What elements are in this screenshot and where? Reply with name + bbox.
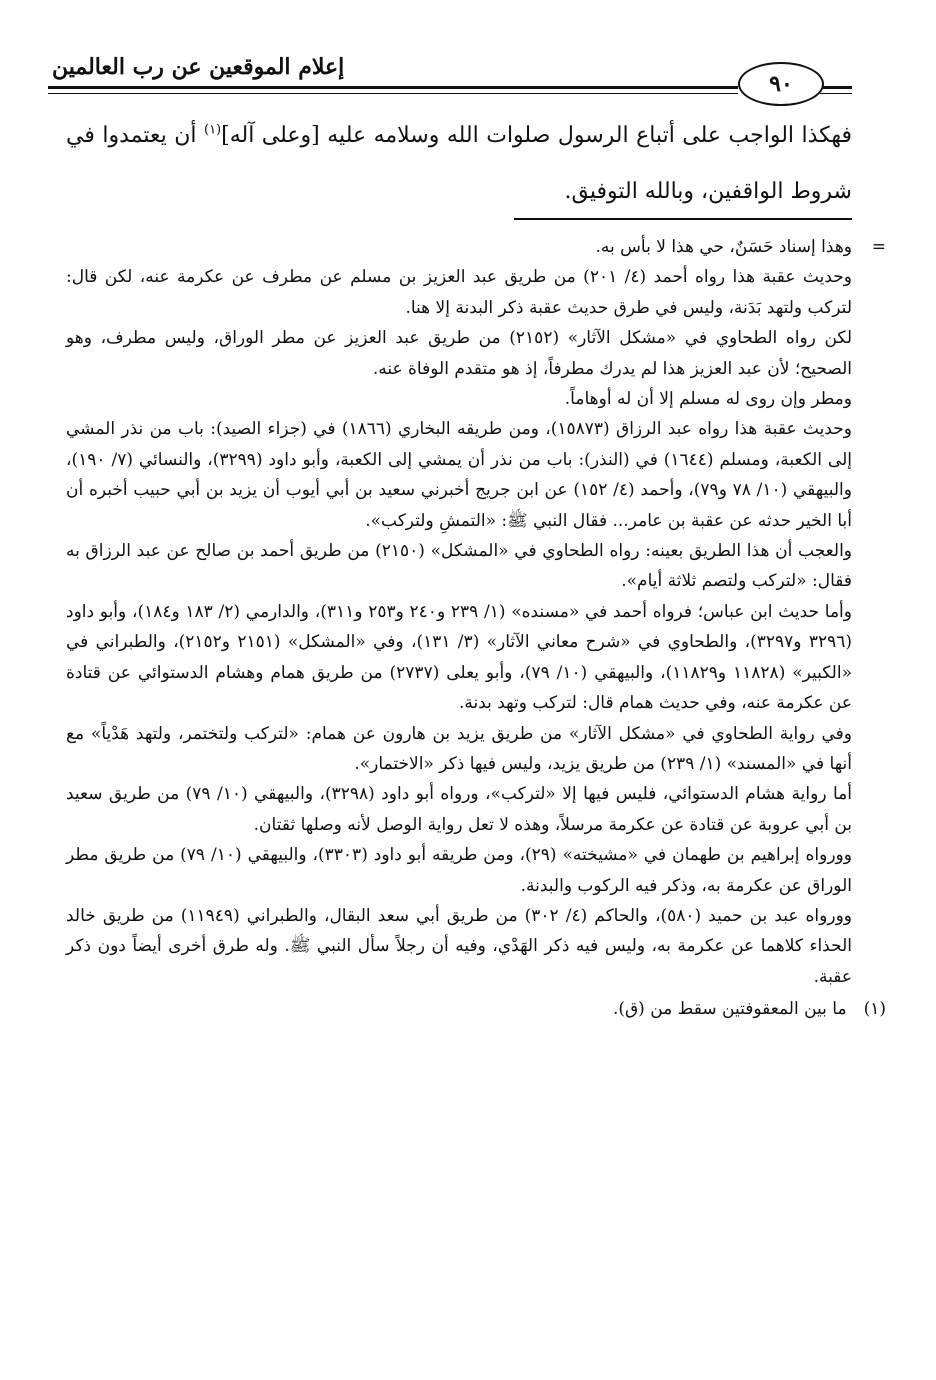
book-title: إعلام الموقعين عن رب العالمين (52, 54, 345, 80)
footnote-paragraph: وورواه عبد بن حميد (٥٨٠)، والحاكم (٤/ ٣٠٢) من طريق أبي سعد البقال، والطبراني (١١٩٤٩) من طريق خالد الحذاء كلاهما عن عكرمة به، وليس فيه ذكر الهَدْي، وفيه أن رجلاً سأل النبي ﷺ. وله طرق أخرى أيضاً دون ذكر عقبة. (66, 905, 852, 987)
footnote-1-text: ما بين المعقوفتين سقط من (ق). (612, 999, 847, 1020)
footnote-paragraph: وحديث عقبة هذا رواه أحمد (٤/ ٢٠١) من طريق عبد العزيز بن مسلم عن مطرف عن عكرمة عنه، لكن قال: لتركب ولتهد بَدَنة، وليس في طرق حديث عقبة ذكر البدنة إلا هنا. (66, 267, 852, 318)
footnote-paragraph: لكن رواه الطحاوي في «مشكل الآثار» (٢١٥٢) من طريق عبد العزيز عن مطر الوراق، وليس مطرف، وهو الصحيح؛ لأن عبد العزيز هذا لم يدرك مطرفاً، إذ هو متقدم الوفاة عنه. (66, 328, 853, 379)
main-text (66, 108, 852, 220)
footnote-paragraph (66, 232, 886, 262)
footnote-separator (514, 218, 852, 220)
footnote-paragraph: ومطر وإن روى له مسلم إلا أن له أوهاماً. (564, 389, 852, 410)
footnote-text: وهذا إسناد حَسَنٌ، حي هذا لا بأس به. (595, 237, 852, 257)
footnote-paragraph: وحديث عقبة هذا رواه عبد الرزاق (١٥٨٧٣)، ومن طريقه البخاري (١٨٦٦) في (جزاء الصيد): باب من نذر المشي إلى الكعبة، ومسلم (١٦٤٤) في (النذر): باب من نذر أن يمشي إلى الكعبة، وأبو داود (٣٢٩٩)، والنسائي (٧/ ١٩٠)، والبيهقي (١٠/ ٧٨ و٧٩)، وأحمد (٤/ ١٥٢) عن ابن جريج أخبرني سعيد بن أبي أيوب أن يزيد بن أبي حبيب أخبره أن أبا الخير حدثه عن عقبة بن عامر... فقال النبي ﷺ: «التمشِ ولتركب». (66, 419, 852, 531)
header-rule-thick (48, 86, 738, 89)
main-text-continuation: أن يعتمدوا في شروط الواقفين، وبالله التوفيق. (66, 123, 852, 204)
footnote-paragraph: أما رواية هشام الدستوائي، فليس فيها إلا «لتركب»، ورواه أبو داود (٣٢٩٨)، والبيهقي (١٠/ ٧٩) من طريق سعيد بن أبي عروبة عن قتادة عن عكرمة مرسلاً، وهذه لا تعل رواية الوصل لأنه وصلها ثقتان. (66, 784, 852, 835)
page-number: ٩٠ (738, 62, 824, 106)
footnotes (66, 232, 886, 1025)
footnote-number: (١) (863, 999, 886, 1020)
footnote-paragraph: وورواه إبراهيم بن طهمان في «مشيخته» (٢٩)، ومن طريقه أبو داود (٣٣٠٣)، والبيهقي (١٠/ ٧٩) من طريق مطر الوراق عن عكرمة به، وذكر فيه الركوب والبدنة. (66, 845, 852, 896)
header-rule-thin-right (820, 93, 852, 94)
continuation-mark: = (871, 237, 886, 257)
header-rule-thin (48, 93, 738, 94)
footnote-1 (66, 994, 886, 1024)
main-text-line: فهكذا الواجب على أتباع الرسول صلوات الله وسلامه عليه [وعلى آله] (221, 123, 852, 148)
footnote-paragraph: وأما حديث ابن عباس؛ فرواه أحمد في «مسنده» (١/ ٢٣٩ و٢٤٠ و٢٥٣ و٣١١)، والدارمي (٢/ ١٨٣ و١٨٤)، وأبو داود (٣٢٩٦ و٣٢٩٧)، والطحاوي في «شرح معاني الآثار» (٣/ ١٣١)، وفي «المشكل» (٢١٥١ و٢١٥٢)، والطبراني في «الكبير» (١١٨٢٨ و١١٨٢٩)، والبيهقي (١٠/ ٧٩)، وأبو يعلى (٢٧٣٧) من طريق همام وهشام الدستوائي عن قتادة عن عكرمة عنه، وفي حديث همام قال: لتركب وتهد بدنة. (66, 601, 852, 714)
page-header (0, 40, 936, 110)
footnote-reference: (١) (203, 122, 222, 138)
footnote-paragraph: وفي رواية الطحاوي في «مشكل الآثار» من طريق يزيد بن هارون عن همام: «لتركب ولتختمر، ولتهد هَدْياً» مع أنها في «المسند» (١/ ٢٣٩) من طريق يزيد، وليس فيها ذكر «الاختمار». (66, 723, 852, 774)
footnote-paragraph: والعجب أن هذا الطريق بعينه: رواه الطحاوي في «المشكل» (٢١٥٠) من طريق أحمد بن صالح عن عبد الرزاق به فقال: «لتركب ولتصم ثلاثة أيام». (66, 541, 852, 592)
header-rule-thick-right (820, 86, 852, 89)
